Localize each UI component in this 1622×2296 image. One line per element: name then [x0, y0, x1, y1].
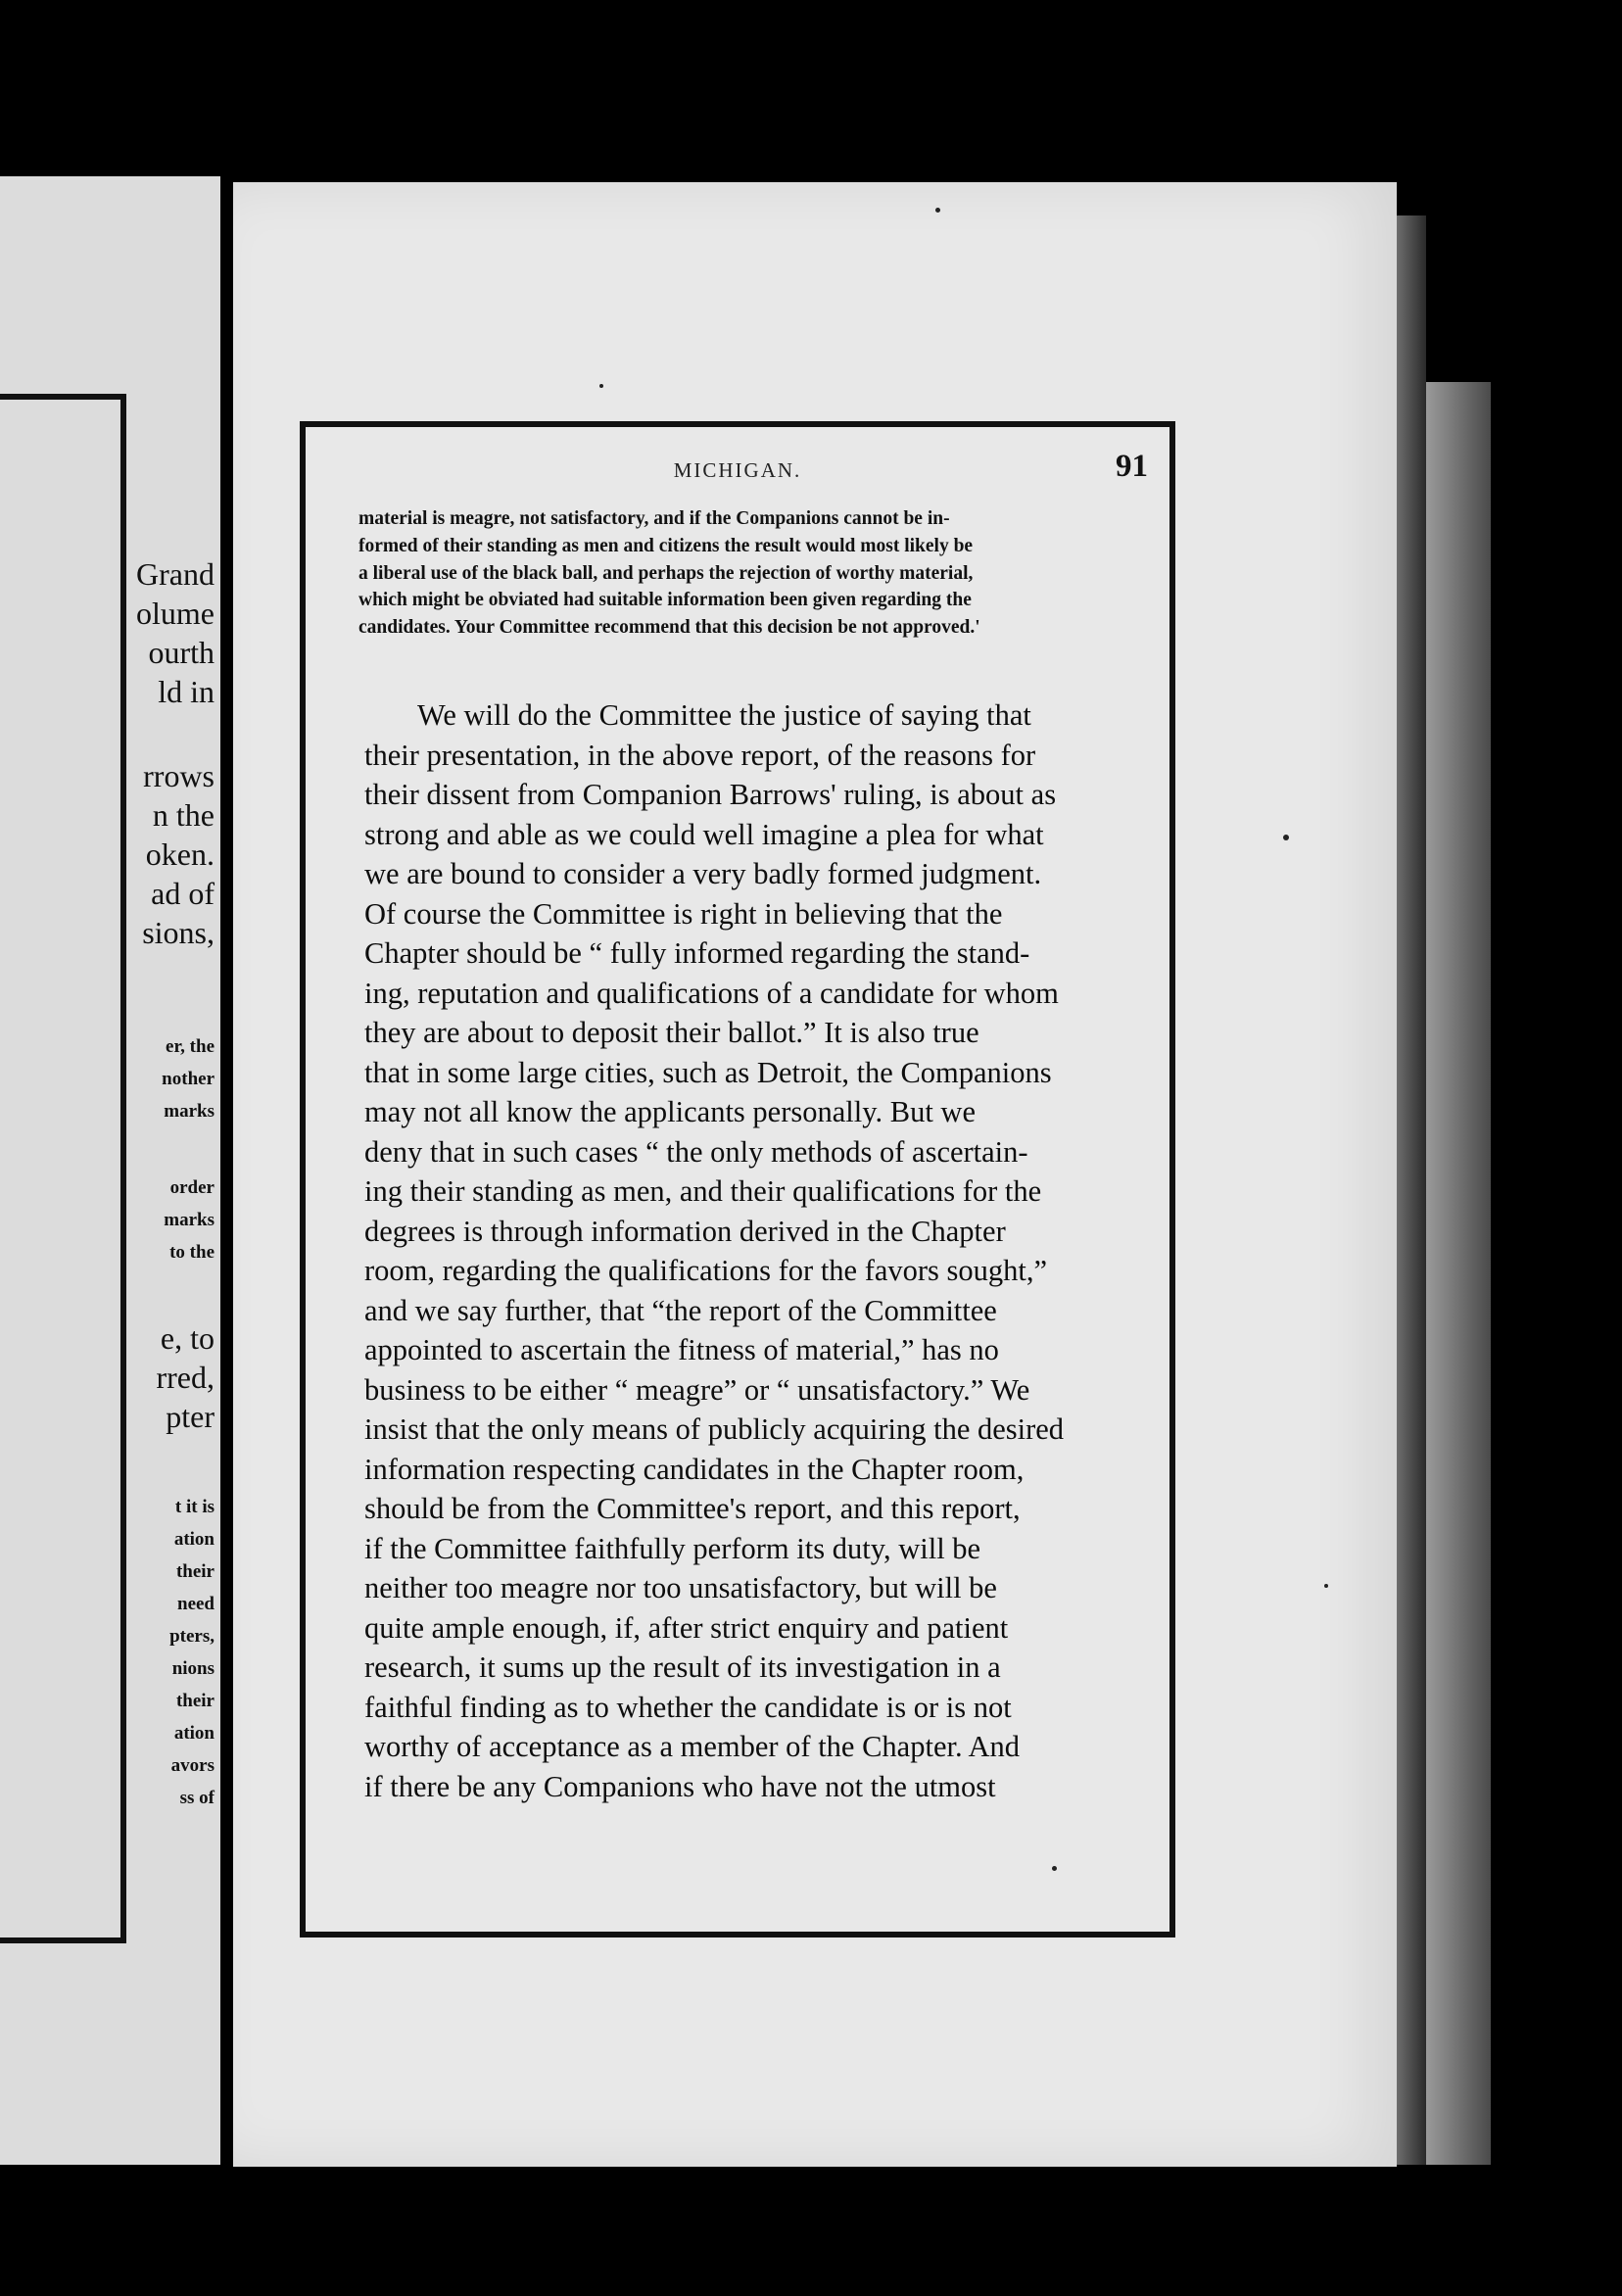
body-line: information respecting candidates in the Chapter room, [364, 1452, 1025, 1486]
left-line: marks [164, 1101, 215, 1122]
left-line: rred, [156, 1360, 215, 1395]
page-frame [300, 421, 1175, 1937]
left-page-frame [0, 394, 126, 1943]
left-line: t it is [174, 1497, 215, 1517]
left-line: ld in [158, 674, 215, 709]
left-line: nions [171, 1658, 215, 1679]
scan-speck [599, 384, 603, 388]
page-edge [1397, 215, 1426, 2165]
left-line: ation [173, 1723, 215, 1744]
left-facing-page [0, 176, 220, 2165]
left-line: ourth [148, 635, 215, 670]
body-line: we are bound to consider a very badly formed judgment. [364, 857, 1042, 890]
body-line: worthy of acceptance as a member of the Chapter. And [364, 1730, 1021, 1763]
body-line: appointed to ascertain the fitness of material,” has no [364, 1333, 999, 1366]
left-line: oken. [145, 837, 215, 872]
body-line: degrees is through information derived in the Chapter [364, 1214, 1006, 1248]
body-line: room, regarding the qualifications for the favors sought,” [364, 1254, 1048, 1287]
body-line: their dissent from Companion Barrows' ruling, is about as [364, 778, 1057, 811]
left-line: pter [166, 1399, 215, 1434]
body-line: may not all know the applicants personally. But we [364, 1095, 976, 1128]
quote-line: which might be obviated had suitable information been given regarding the [358, 590, 972, 611]
left-line: er, the [166, 1036, 215, 1057]
body-line: ing, reputation and qualifications of a candidate for whom [364, 976, 1059, 1010]
scan-speck [1283, 835, 1289, 840]
body-line: strong and able as we could well imagine a plea for what [364, 817, 1044, 851]
body-line: neither too meagre nor too unsatisfactory, but will be [364, 1571, 997, 1604]
body-line: and we say further, that “the report of the Committee [364, 1293, 997, 1327]
left-line: their [175, 1561, 215, 1582]
left-line: sions, [142, 915, 215, 950]
left-line: their [175, 1691, 215, 1711]
left-line: ation [173, 1529, 215, 1550]
left-line: n the [152, 797, 215, 833]
body-line: ing their standing as men, and their qualifications for the [364, 1174, 1042, 1208]
body-line: Chapter should be “ fully informed regarding the stand- [364, 936, 1030, 970]
page-number: 91 [1116, 449, 1148, 484]
body-line: if the Committee faithfully perform its duty, will be [364, 1531, 981, 1565]
body-line: insist that the only means of publicly acquiring the desired [364, 1412, 1065, 1446]
left-line: to the [169, 1242, 215, 1263]
left-line: avors [170, 1755, 215, 1776]
scan-speck [1324, 1584, 1328, 1588]
running-head: MICHIGAN. [673, 458, 802, 482]
quote-line: candidates. Your Committee recommend that this decision be not approved.' [358, 617, 980, 639]
left-line: Grand [136, 556, 215, 592]
quote-line: material is meagre, not satisfactory, and if the Companions cannot be in- [358, 508, 950, 529]
left-line: rrows [143, 758, 215, 793]
left-line: order [169, 1177, 215, 1198]
body-line: they are about to deposit their ballot.” It is also true [364, 1016, 979, 1049]
body-line: that in some large cities, such as Detroit, the Companions [364, 1055, 1052, 1089]
body-line: Of course the Committee is right in believing that the [364, 896, 1003, 931]
left-line: marks [164, 1210, 215, 1230]
left-line: ad of [151, 876, 215, 911]
left-line: ss of [179, 1788, 215, 1808]
block-quote [358, 505, 1154, 642]
left-line: pters, [169, 1626, 215, 1647]
body-line: business to be either “ meagre” or “ unsatisfactory.” We [364, 1372, 1030, 1407]
body-line: faithful finding as to whether the candidate is or is not [364, 1690, 1012, 1724]
body-line: research, it sums up the result of its investigation in a [364, 1650, 1001, 1684]
left-line: olume [136, 596, 215, 631]
scan-speck [1052, 1866, 1057, 1871]
body-line: if there be any Companions who have not the utmost [364, 1769, 996, 1803]
left-line: need [177, 1594, 215, 1614]
quote-line: formed of their standing as men and citizens the result would most likely be [358, 535, 974, 556]
body-paragraph [364, 695, 1154, 1806]
body-line: We will do the Committee the justice of saying that [417, 698, 1031, 732]
book-edge [1426, 382, 1491, 2165]
quote-line: a liberal use of the black ball, and perhaps the rejection of worthy material, [358, 562, 974, 584]
body-line: their presentation, in the above report, of the reasons for [364, 738, 1036, 772]
body-line: should be from the Committee's report, and this report, [364, 1492, 1021, 1525]
scan-speck [935, 208, 940, 213]
body-line: deny that in such cases “ the only methods of ascertain- [364, 1134, 1028, 1169]
left-line: e, to [160, 1320, 215, 1356]
body-line: quite ample enough, if, after strict enquiry and patient [364, 1610, 1009, 1645]
left-line: nother [162, 1069, 215, 1089]
